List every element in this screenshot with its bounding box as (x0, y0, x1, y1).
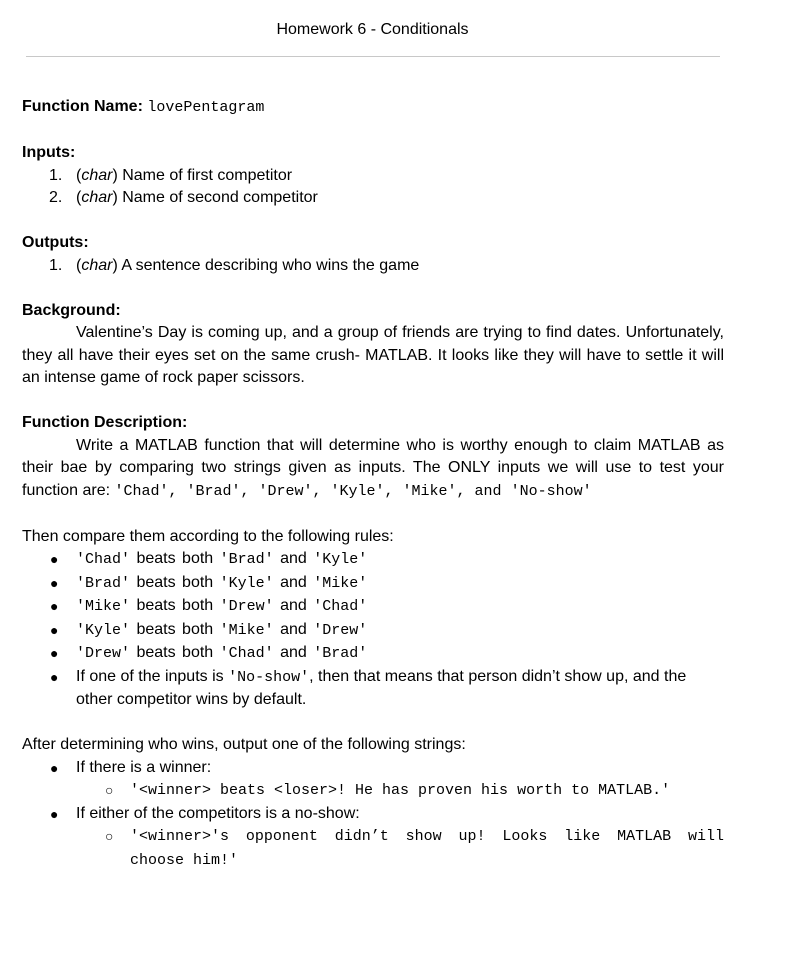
list-item: ● 'Kyle' beats both 'Mike' and 'Drew' (50, 620, 368, 639)
list-item: ● If there is a winner: (50, 758, 212, 776)
background-heading: Background: (22, 301, 121, 319)
list-item: ● 'Chad' beats both 'Brad' and 'Kyle' (50, 550, 368, 568)
list-item: 1. (char) Name of first competitor (49, 166, 293, 184)
rules-list (22, 548, 724, 712)
list-item: ● 'Drew' beats both 'Chad' and 'Brad' (50, 644, 368, 662)
list-item-noshow-string: ○ '<winner>'s opponent didn’t show up! Looks like MATLAB will choose him!' (105, 828, 724, 869)
list-item-winner-string: ○ '<winner> beats <loser>! He has proven his worth to MATLAB.' (105, 782, 671, 799)
inputs-list (22, 165, 724, 210)
function-name-label: Function Name: (22, 98, 143, 115)
function-name-line (22, 96, 724, 120)
description-paragraph: Write a MATLAB function that will determine who is worthy enough to claim MATLAB as their bae by comparing two strings given as inputs. The ONLY inputs we will use to test your function are: 'Chad', 'Brad', 'Drew', 'Kyle', 'Mike', and 'No-show' (22, 436, 724, 500)
inputs-heading: Inputs: (22, 144, 76, 161)
list-item: 2. (char) Name of second competitor (49, 189, 318, 206)
output-strings-intro: After determining who wins, output one of the following strings: (22, 736, 466, 753)
outputs-list (22, 255, 724, 278)
description-heading: Function Description: (22, 414, 188, 431)
output-strings-list (22, 757, 724, 873)
list-item: ● 'Mike' beats both 'Drew' and 'Chad' (50, 597, 368, 615)
list-item: 1. (char) A sentence describing who wins the game (49, 256, 420, 274)
list-item-noshow-rule: ● If one of the inputs is 'No-show', then that means that person didn’t show up, and the other competitor wins by default. (50, 667, 687, 708)
page-header-title: Homework 6 - Conditionals (276, 21, 469, 38)
outputs-heading: Outputs: (22, 234, 89, 251)
list-item: ● If either of the competitors is a no-show: (50, 804, 360, 822)
allowed-inputs-code: 'Chad', 'Brad', 'Drew', 'Kyle', 'Mike', and 'No-show' (114, 482, 592, 500)
rules-intro: Then compare them according to the following rules: (22, 527, 394, 545)
background-paragraph: Valentine’s Day is coming up, and a group of friends are trying to find dates. Unfortunately, they all have their eyes set on the same crush- MATLAB. It looks like they will have to settle it will an intense game of rock paper scissors. (22, 324, 724, 386)
header-divider (26, 56, 720, 57)
function-name-value: lovePentagram (147, 99, 265, 116)
list-item: ● 'Brad' beats both 'Kyle' and 'Mike' (50, 573, 368, 592)
document-body (22, 96, 724, 872)
